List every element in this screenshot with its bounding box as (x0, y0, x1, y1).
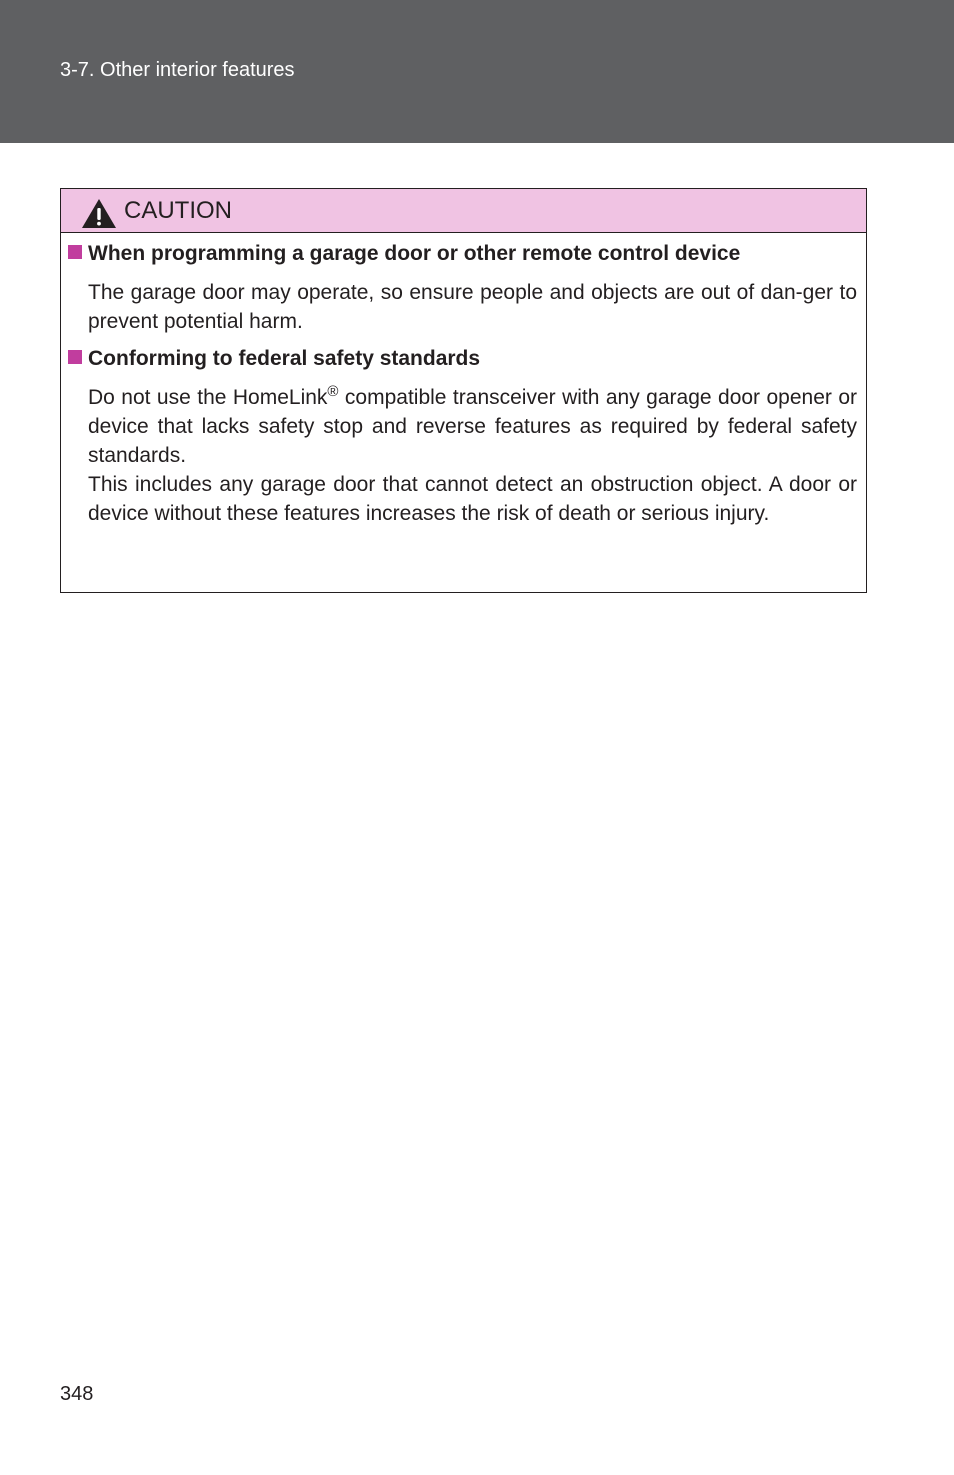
item-text-garage-programming (88, 278, 857, 336)
paragraph: This includes any garage door that cannot detect an obstruction object. A door or device without these features increases the risk of death or serious injury. (88, 473, 857, 525)
text-before-mark: Do not use the HomeLink (88, 386, 328, 409)
square-bullet-icon (68, 245, 82, 259)
item-text-safety-standards (88, 383, 857, 528)
item-heading-safety-standards (68, 346, 480, 372)
paragraph (88, 383, 857, 470)
section-title: 3-7. Other interior features (60, 59, 295, 81)
item-heading-text: When programming a garage door or other remote control device (88, 242, 741, 265)
header-band (0, 0, 954, 143)
text-after-mark: compatible transceiver with any garage door opener or device that lacks safety stop and reverse features as required by federal safety standards. (88, 386, 857, 467)
caution-label: CAUTION (124, 197, 232, 224)
caution-box (60, 188, 867, 593)
page-number: 348 (60, 1383, 94, 1405)
square-bullet-icon (68, 350, 82, 364)
item-heading-garage-programming (68, 241, 740, 267)
caution-header (61, 189, 866, 233)
registered-mark: ® (327, 383, 339, 400)
warning-triangle-icon (81, 198, 117, 229)
item-heading-text: Conforming to federal safety standards (88, 347, 481, 370)
paragraph: The garage door may operate, so ensure people and objects are out of dan-ger to prevent potential harm. (88, 281, 857, 333)
